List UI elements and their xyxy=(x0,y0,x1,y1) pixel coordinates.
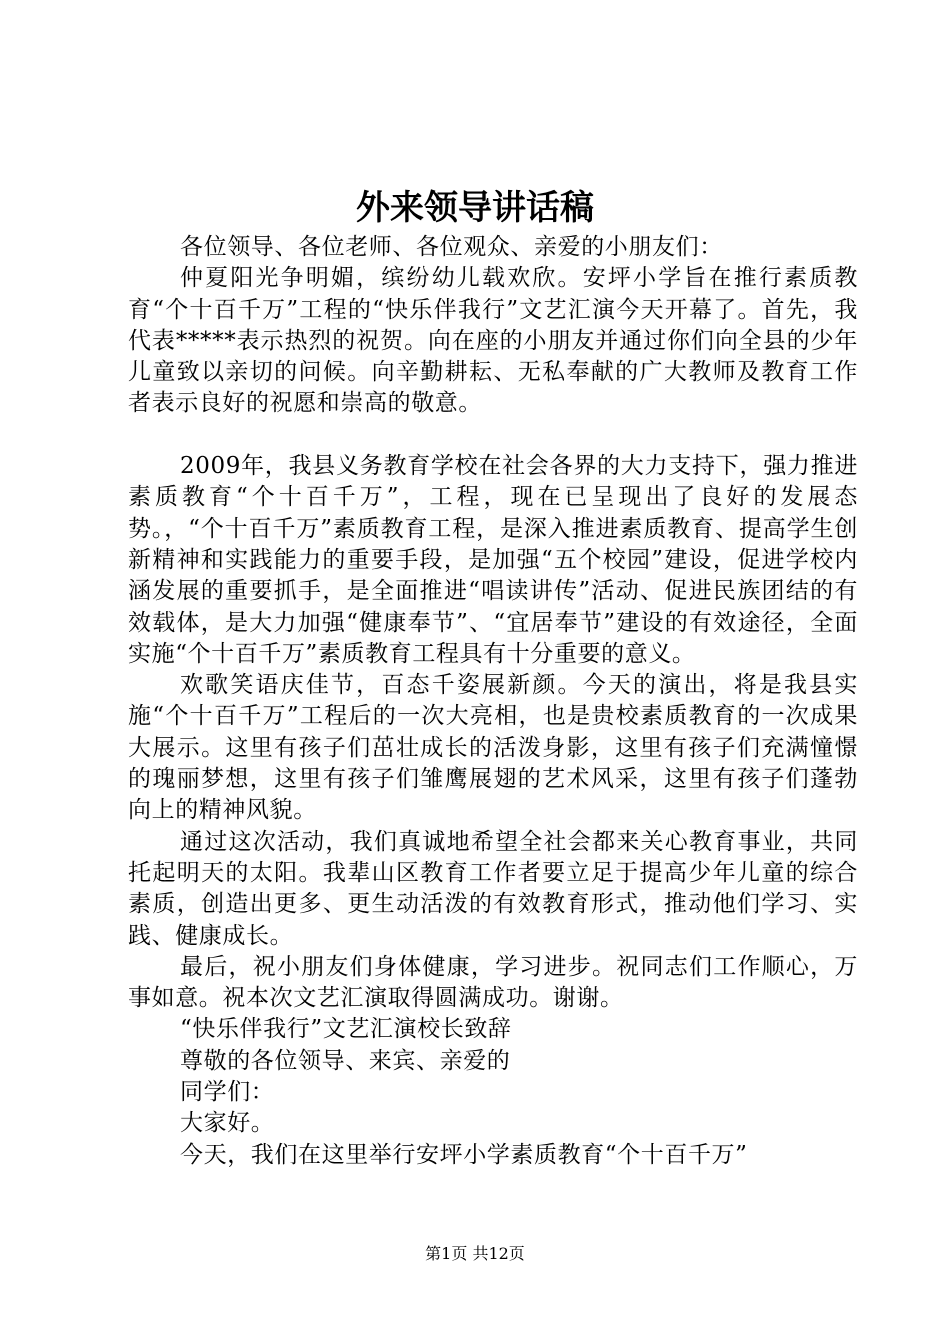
section-heading: “快乐伴我行”文艺汇演校长致辞 xyxy=(180,1016,512,1043)
paragraph: 同学们： xyxy=(180,1079,275,1106)
paragraph: 大家好。 xyxy=(180,1110,275,1137)
paragraph: 通过这次活动，我们真诚地希望全社会都来关心教育事业，共同托起明天的太阳。我辈山区教育工作者要立足于提高少年儿童的综合素质，创造出更多、更生动活泼的有效教育形式，推动他们学习、实践、健康成长。 xyxy=(128,828,858,949)
paragraph-salutation: 各位领导、各位老师、各位观众、亲爱的小朋友们： xyxy=(180,234,723,260)
paragraph: 仲夏阳光争明媚，缤纷幼儿载欢欣。安坪小学旨在推行素质教育“个十百千万”工程的“快乐伴我行”文艺汇演今天开幕了。首先，我代表*****表示热烈的祝贺。向在座的小朋友并通过你们向全县的少年儿童致以亲切的问候。向辛勤耕耘、无私奉献的广大教师及教育工作者表示良好的祝愿和崇高的敬意。 xyxy=(128,265,858,417)
paragraph: 今天，我们在这里举行安坪小学素质教育“个十百千万” xyxy=(180,1141,748,1168)
page-footer: 第1页 共12页 xyxy=(425,1244,525,1263)
paragraph: 2009年，我县义务教育学校在社会各界的大力支持下，强力推进素质教育“个十百千万”，工程，现在已呈现出了良好的发展态势。，“个十百千万”素质教育工程，是深入推进素质教育、提高学生创新精神和实践能力的重要手段，是加强“五个校园”建设，促进学校内涵发展的重要抓手，是全面推进“唱读讲传”活动、促进民族团结的有效载体，是大力加强“健康奉节”、“宜居奉节”建设的有效途径，全面实施“个十百千万”素质教育工程具有十分重要的意义。 xyxy=(128,453,858,667)
paragraph: 欢歌笑语庆佳节，百态千姿展新颜。今天的演出，将是我县实施“个十百千万”工程后的一次大亮相，也是贵校素质教育的一次成果大展示。这里有孩子们茁壮成长的活泼身影，这里有孩子们充满憧憬的瑰丽梦想，这里有孩子们雏鹰展翅的艺术风采，这里有孩子们蓬勃向上的精神风貌。 xyxy=(128,672,858,824)
document-body xyxy=(128,232,858,1171)
blank-line xyxy=(128,420,858,451)
paragraph: 最后，祝小朋友们身体健康，学习进步。祝同志们工作顺心，万事如意。祝本次文艺汇演取得圆满成功。谢谢。 xyxy=(128,953,858,1012)
document-title: 外来领导讲话稿 xyxy=(356,188,594,228)
paragraph: 尊敬的各位领导、来宾、亲爱的 xyxy=(180,1047,511,1074)
